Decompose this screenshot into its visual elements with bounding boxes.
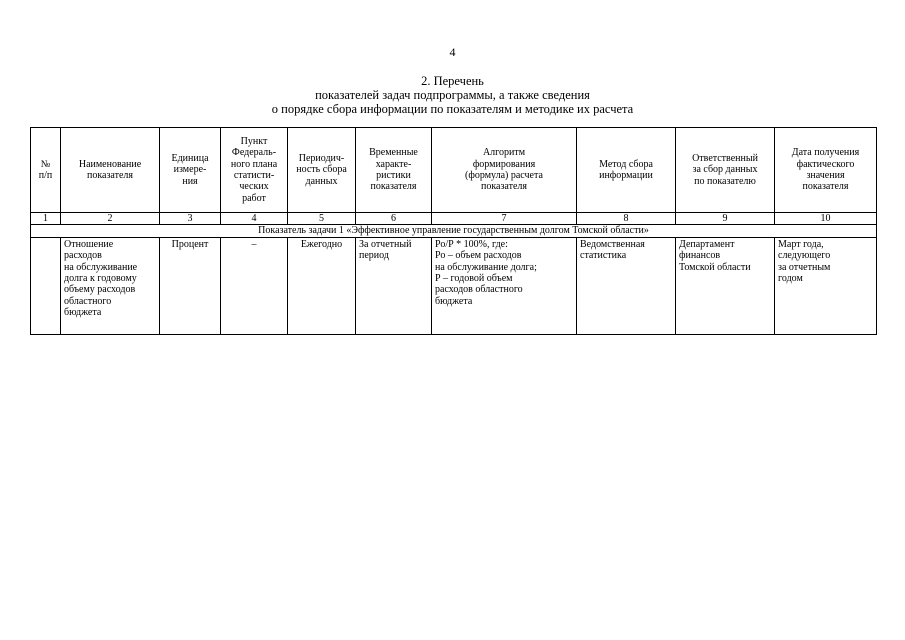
cell-method: Ведомственная статистика (577, 237, 676, 334)
cell-fed-plan: – (221, 237, 288, 334)
header-cell-fed-plan: Пункт Федераль- ного плана статисти- ческих работ (221, 128, 288, 213)
heading-line-2: показателей задач подпрограммы, а также сведения (315, 88, 590, 102)
header-cell-unit: Единица измере- ния (160, 128, 221, 213)
column-number: 10 (775, 213, 877, 225)
column-number: 6 (356, 213, 432, 225)
header-cell-method: Метод сбора информации (577, 128, 676, 213)
document-heading (0, 74, 905, 116)
header-cell-algorithm: Алгоритм формирования (формула) расчета показателя (432, 128, 577, 213)
page-number: 4 (449, 45, 456, 59)
cell-date: Март года, следующего за отчетным годом (775, 237, 877, 334)
column-number: 1 (31, 213, 61, 225)
column-number-row (31, 213, 877, 225)
column-number: 4 (221, 213, 288, 225)
cell-unit: Процент (160, 237, 221, 334)
section-title-row (31, 225, 877, 237)
header-cell-periodicity: Периодич- ность сбора данных (288, 128, 356, 213)
cell-periodicity: Ежегодно (288, 237, 356, 334)
heading-line-1: 2. Перечень (421, 74, 484, 88)
header-cell-date: Дата получения фактического значения показателя (775, 128, 877, 213)
cell-responsible: Департамент финансов Томской области (676, 237, 775, 334)
section-title: Показатель задачи 1 «Эффективное управление государственным долгом Томской области» (31, 225, 877, 237)
column-number: 5 (288, 213, 356, 225)
cell-num (31, 237, 61, 334)
cell-time-characteristics: За отчетный период (356, 237, 432, 334)
table-header-row (31, 128, 877, 213)
column-number: 3 (160, 213, 221, 225)
indicators-table (30, 127, 877, 335)
table-row (31, 237, 877, 334)
cell-indicator-name: Отношение расходов на обслуживание долга к годовому объему расходов областного бюджета (61, 237, 160, 334)
column-number: 8 (577, 213, 676, 225)
header-cell-name: Наименование показателя (61, 128, 160, 213)
column-number: 9 (676, 213, 775, 225)
column-number: 7 (432, 213, 577, 225)
column-number: 2 (61, 213, 160, 225)
header-cell-time-characteristics: Временные характе- ристики показателя (356, 128, 432, 213)
heading-line-3: о порядке сбора информации по показателям и методике их расчета (271, 102, 634, 116)
header-cell-responsible: Ответственный за сбор данных по показателю (676, 128, 775, 213)
header-cell-num: № п/п (31, 128, 61, 213)
cell-algorithm: Ро/Р * 100%, где: Ро – объем расходов на обслуживание долга; Р – годовой объем расходов областного бюджета (432, 237, 577, 334)
